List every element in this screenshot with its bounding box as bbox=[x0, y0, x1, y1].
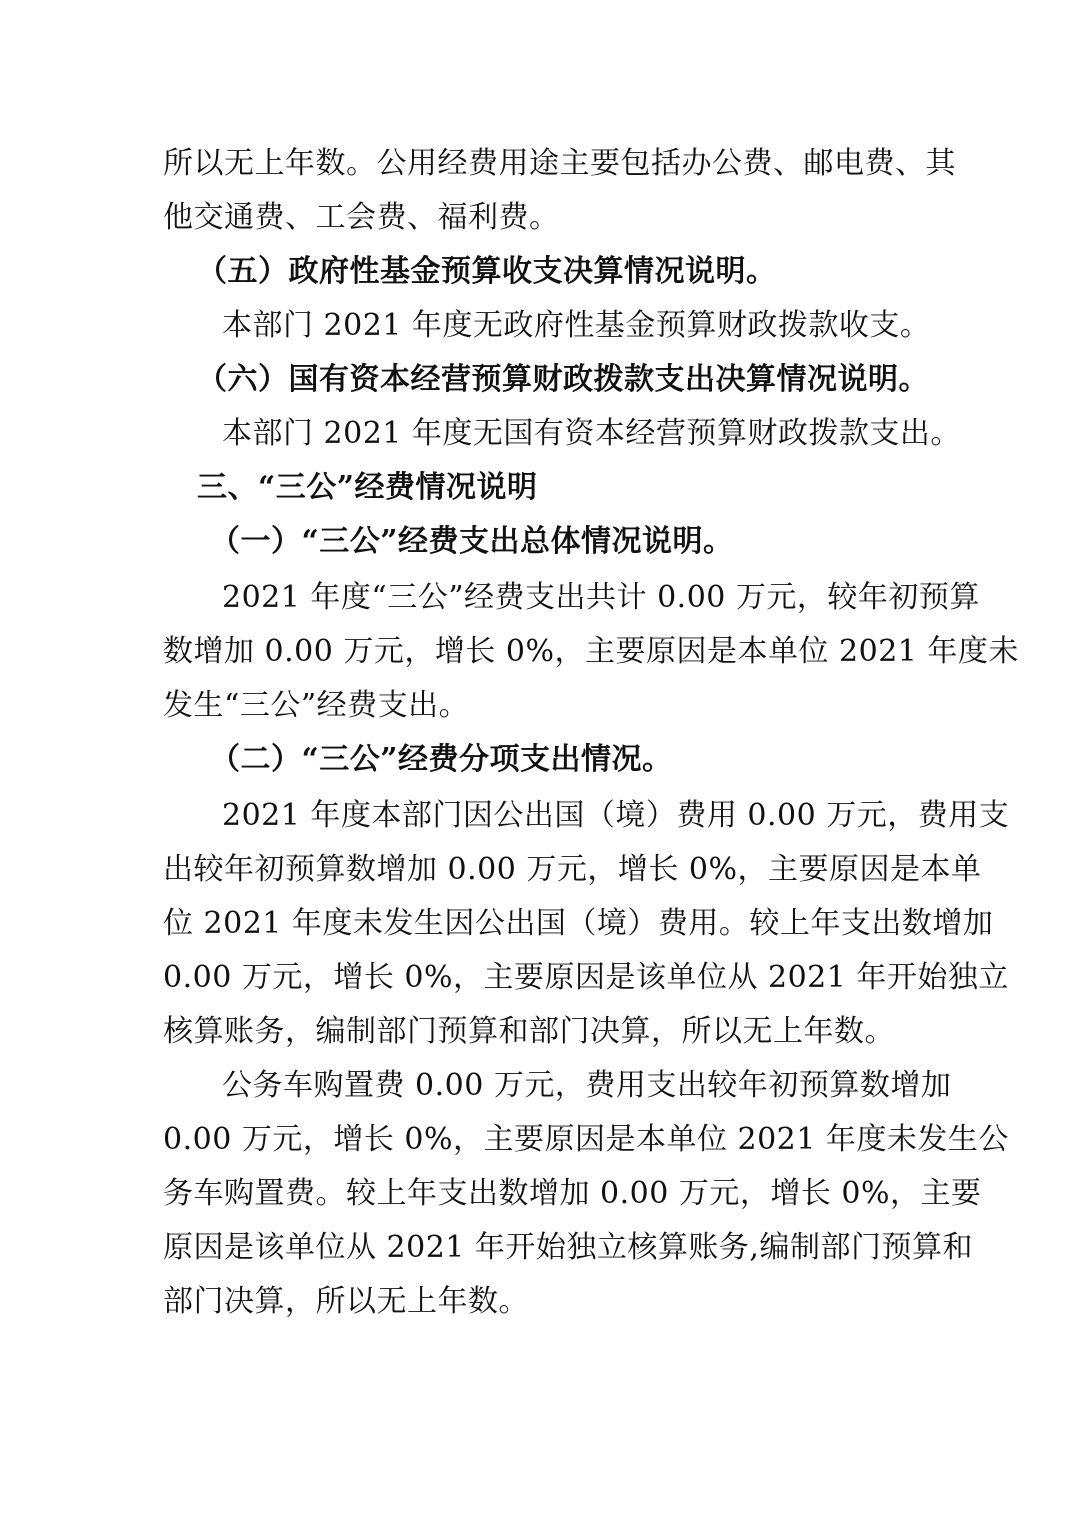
paragraph-line: 0.00 万元，增长 0%，主要原因是该单位从 2021 年开始独立 bbox=[163, 960, 1009, 995]
section-heading: （二）“三公”经费分项支出情况。 bbox=[210, 742, 673, 777]
chapter-heading: 三、“三公”经费情况说明 bbox=[197, 470, 538, 505]
section-heading: （一）“三公”经费支出总体情况说明。 bbox=[210, 524, 734, 559]
paragraph-line: 2021 年度“三公”经费支出共计 0.00 万元，较年初预算 bbox=[222, 580, 980, 615]
paragraph-line: 部门决算，所以无上年数。 bbox=[163, 1284, 529, 1319]
paragraph-line: 2021 年度本部门因公出国（境）费用 0.00 万元，费用支 bbox=[222, 798, 1010, 833]
paragraph-line: 位 2021 年度未发生因公出国（境）费用。较上年支出数增加 bbox=[163, 906, 994, 941]
paragraph-line: 公务车购置费 0.00 万元，费用支出较年初预算数增加 bbox=[222, 1068, 952, 1103]
paragraph-line: 核算账务，编制部门预算和部门决算，所以无上年数。 bbox=[163, 1014, 895, 1049]
section-heading: （五）政府性基金预算收支决算情况说明。 bbox=[197, 254, 777, 289]
paragraph-line: 他交通费、工会费、福利费。 bbox=[163, 200, 560, 235]
paragraph-line: 务车购置费。较上年支出数增加 0.00 万元，增长 0%，主要 bbox=[163, 1176, 982, 1211]
paragraph-line: 原因是该单位从 2021 年开始独立核算账务,编制部门预算和 bbox=[163, 1230, 973, 1265]
paragraph-line: 所以无上年数。公用经费用途主要包括办公费、邮电费、其 bbox=[163, 146, 956, 181]
paragraph-line: 出较年初预算数增加 0.00 万元，增长 0%，主要原因是本单 bbox=[163, 852, 982, 887]
paragraph-line: 0.00 万元，增长 0%，主要原因是本单位 2021 年度未发生公 bbox=[163, 1122, 1009, 1157]
paragraph-line: 本部门 2021 年度无政府性基金预算财政拨款收支。 bbox=[222, 308, 931, 343]
paragraph-line: 数增加 0.00 万元，增长 0%，主要原因是本单位 2021 年度未 bbox=[163, 634, 1019, 669]
paragraph-line: 本部门 2021 年度无国有资本经营预算财政拨款支出。 bbox=[222, 416, 961, 451]
section-heading: （六）国有资本经营预算财政拨款支出决算情况说明。 bbox=[197, 362, 929, 397]
paragraph-line: 发生“三公”经费支出。 bbox=[163, 688, 470, 723]
